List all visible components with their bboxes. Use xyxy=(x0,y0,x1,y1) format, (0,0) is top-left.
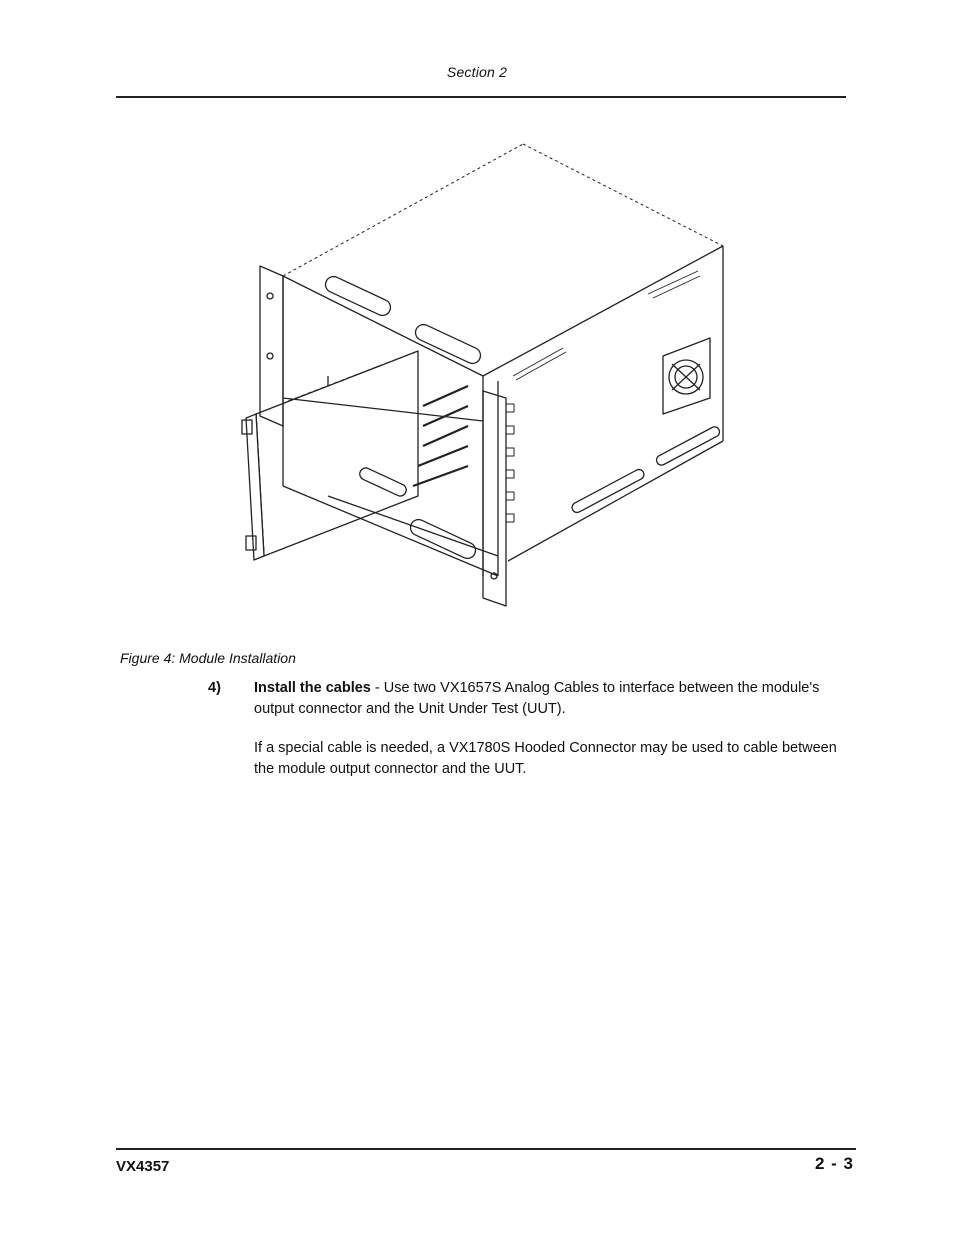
footer-rule xyxy=(116,1148,856,1150)
top-vent-slots xyxy=(323,274,483,366)
fan-grille xyxy=(663,338,710,414)
right-rack-flange xyxy=(483,391,506,606)
card-guides xyxy=(413,386,468,486)
vxi-module xyxy=(242,351,418,560)
backplane-comb xyxy=(506,404,514,522)
step-number: 4) xyxy=(208,680,221,696)
step-body: - Use two VX1657S Analog Cables to interface between the module's output connector and the Unit Under Test (UUT). xyxy=(254,680,820,717)
step-lead: Install the cables xyxy=(254,680,371,696)
header-rule xyxy=(116,96,846,98)
step-text xyxy=(254,678,854,720)
chassis-body xyxy=(283,246,723,576)
footer-doc-id: VX4357 xyxy=(116,1158,170,1175)
left-rack-flange xyxy=(260,266,283,426)
section-header: Section 2 xyxy=(446,64,508,80)
chassis-top xyxy=(283,144,723,276)
module-installation-figure xyxy=(228,136,748,616)
figure-caption: Figure 4: Module Installation xyxy=(120,650,296,666)
special-cable-paragraph: If a special cable is needed, a VX1780S Hooded Connector may be used to cable between the module output connector and the UUT. xyxy=(254,740,837,777)
footer-page-number: 2 - 3 xyxy=(814,1154,854,1173)
side-hatch xyxy=(513,271,700,380)
